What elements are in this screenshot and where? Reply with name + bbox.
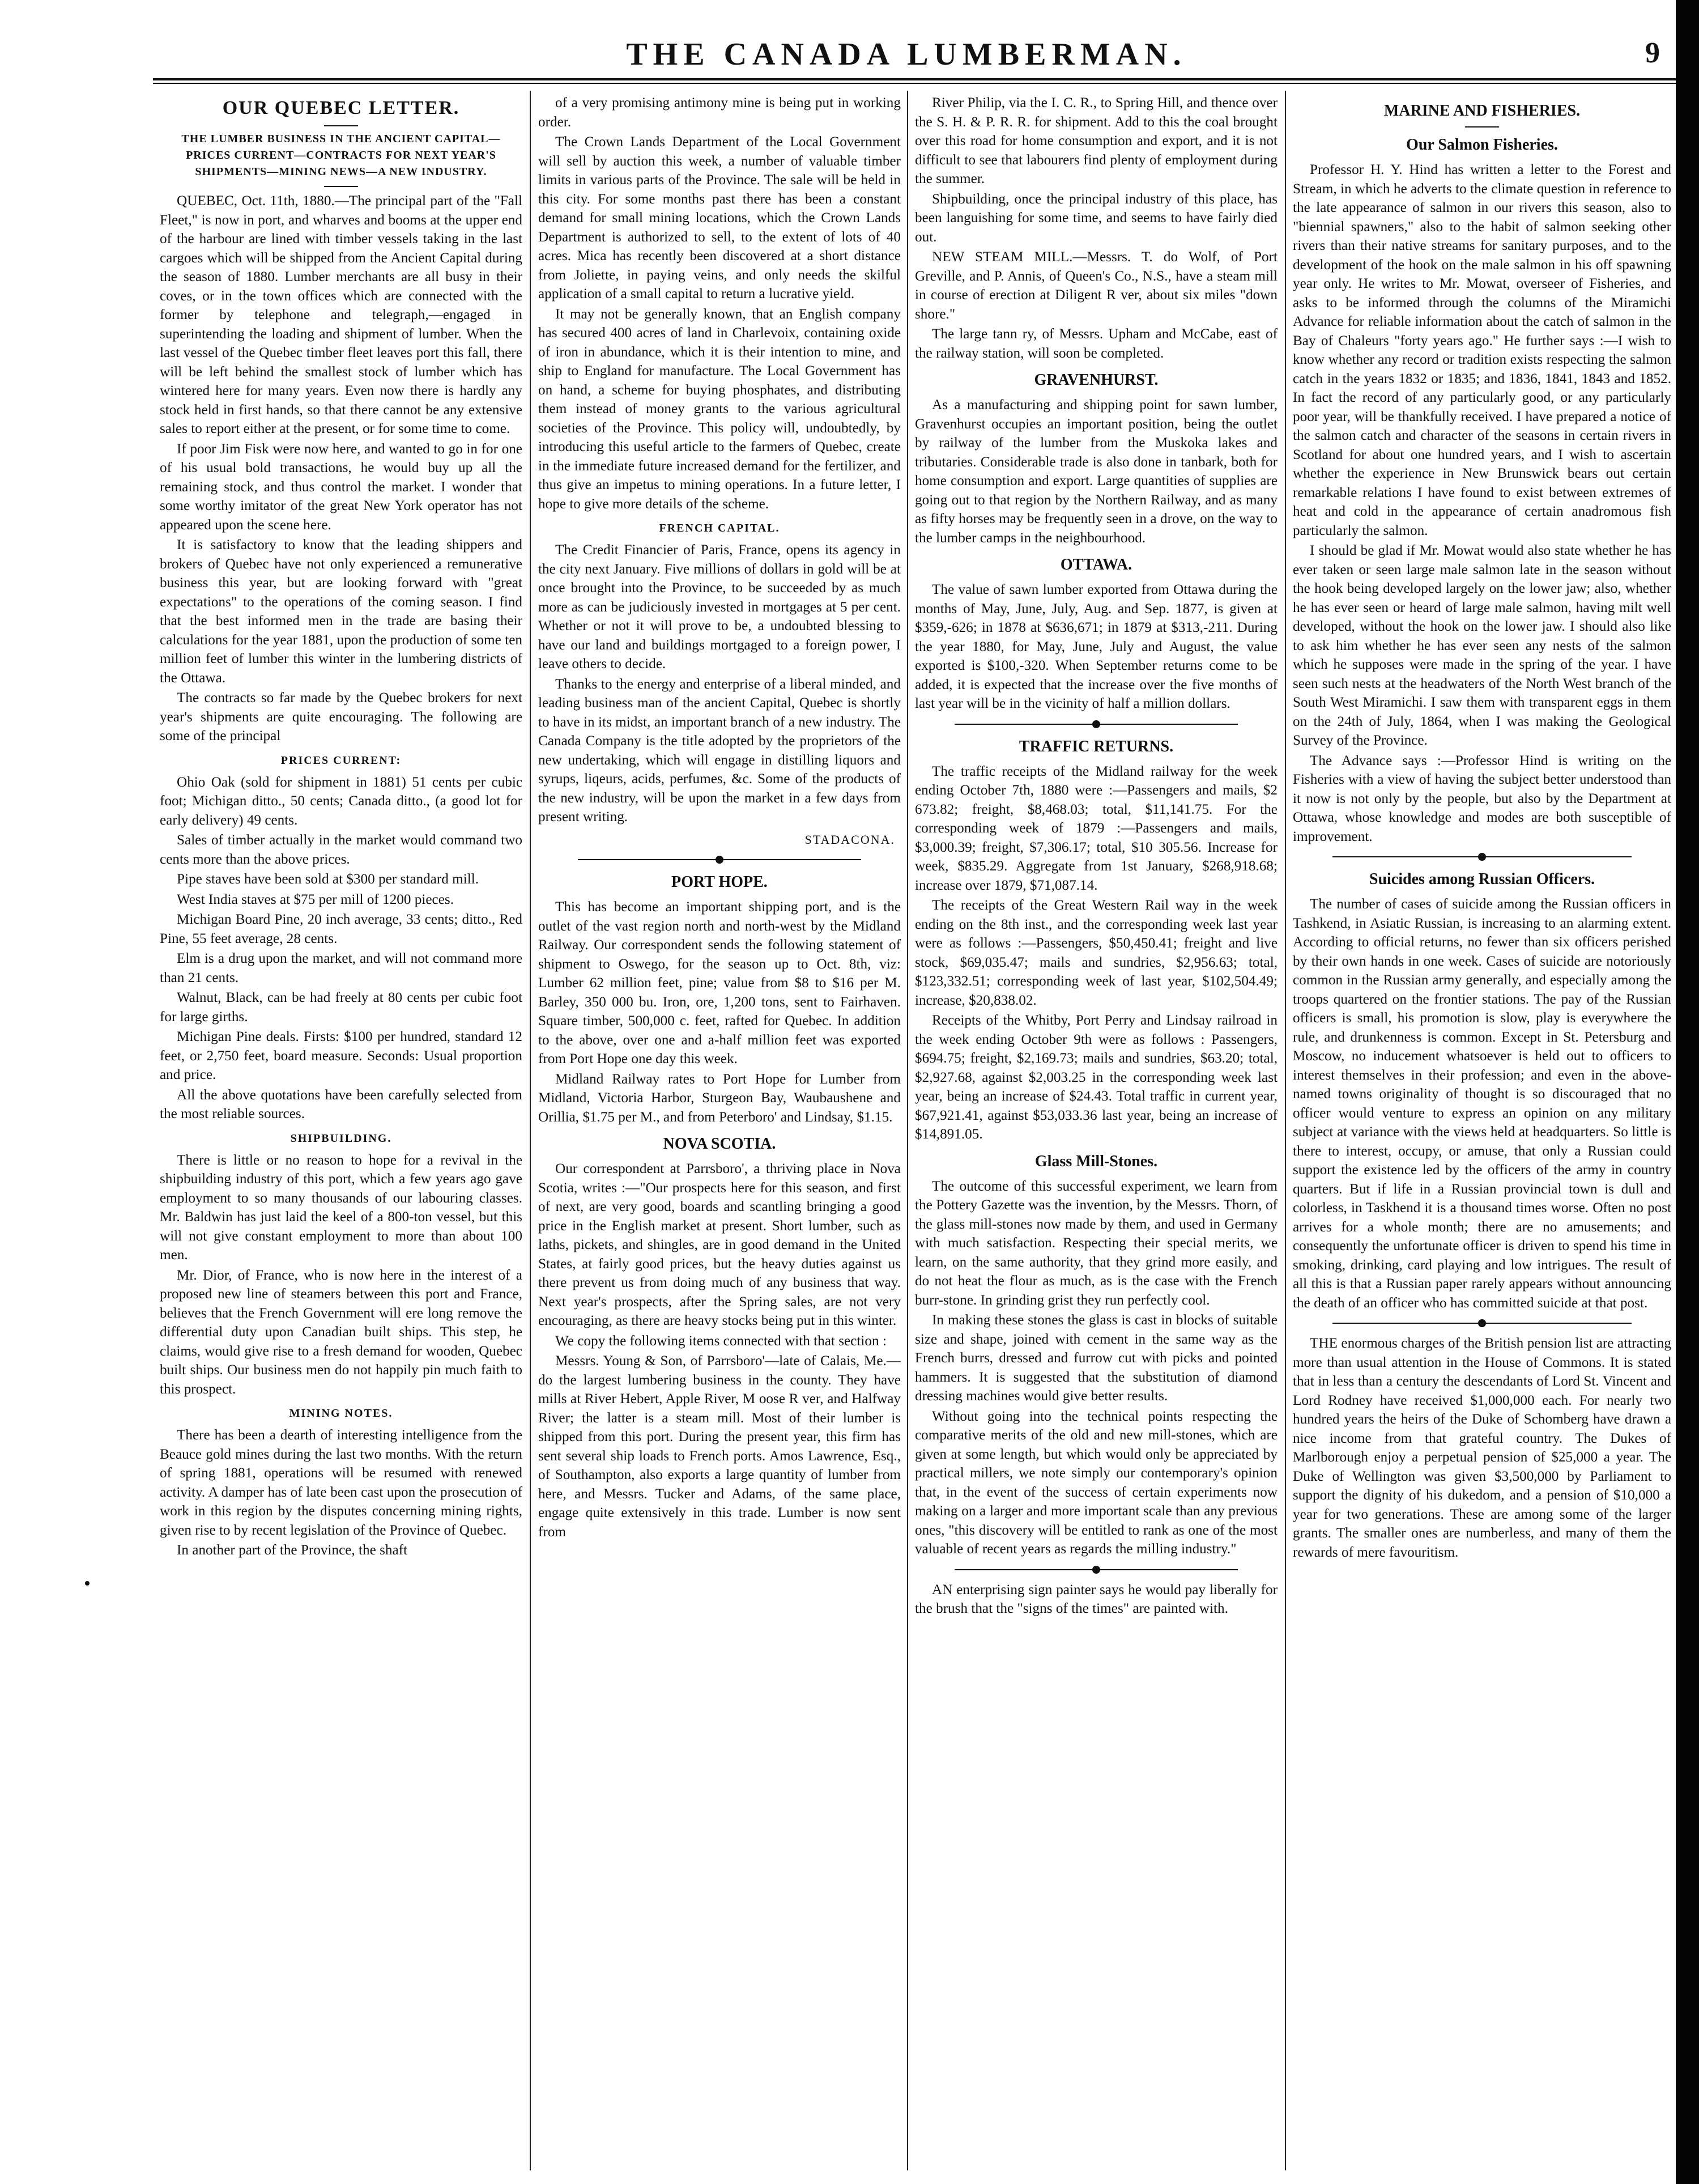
article-heading: OUR QUEBEC LETTER. — [222, 97, 460, 118]
column-2 — [538, 94, 901, 2168]
paragraph: AN enterprising sign painter says he would pay liberally for the brush that the "signs of the times" are painted with. — [915, 1582, 1278, 1616]
paragraph: QUEBEC, Oct. 11th, 1880.—The principal part of the "Fall Fleet," is now in port, and wharves and booms at the upper end of the harbour are lined with timber vessels taking in the last cargoes which will be shipped from the Ancient Capital during the season of 1880. Lumber merchants are all busy in their coves, or in the town offices which are connected with the former by telephone and telegraph,—engaged in superintending the loading and shipment of lumber. When the last vessel of the Quebec timber fleet leaves port this fall, there will be left behind the smallest stock of lumber which has wintered here for many years. Even now there is hardly any stock held in first hands, so that there cannot be any extensive sales to report either at the present, or for some time to come. — [160, 193, 522, 436]
article-heading: PORT HOPE. — [671, 873, 768, 891]
paragraph: Michigan Board Pine, 20 inch average, 33 cents; ditto., Red Pine, 55 feet average, 28 cents. — [160, 912, 522, 946]
article-heading: OTTAWA. — [1060, 556, 1132, 573]
paragraph: Pipe staves have been sold at $300 per standard mill. — [177, 872, 479, 887]
paragraph: As a manufacturing and shipping point for sawn lumber, Gravenhurst occupies an important position, being the outlet by railway of the lumber from the Muskoka lakes and tributaries. Considerable trade is also done in tanbark, both for home consumption and export. Large quantities of supplies are going out to that region by the Northern Railway, and as many as fifty horses may be frequently seen in a drove, on the way to the lumber camps in the neighbourhood. — [915, 397, 1278, 546]
column-divider — [530, 91, 531, 2170]
paragraph: Messrs. Young & Son, of Parrsboro'—late of Calais, Me.—do the largest lumbering business in the county. They have mills at River Hebert, Apple River, M oose R ver, and Halfway River; the latter is a steam mill. Most of their lumber is shipped from this port. During the present year, this firm has sent several ship loads to French ports. Amos Lawrence, Esq., of Southampton, also exports a large quantity of lumber from here, and Messrs. Tucker and Adams, of the same place, engage quite extensively in this trade. Lumber is now sent from — [538, 1353, 901, 1540]
paragraph: Thanks to the energy and enterprise of a liberal minded, and leading business man of the ancient Capital, Quebec is shortly to have in its midst, an important branch of a new industry. The Canada Company is the title adopted by the proprietors of the new undertaking, which will engage in distilling liquors and syrups, liqeurs, acids, perfumes, &c. Some of the products of the new industry, will be upon the market in a few days from present writing. — [538, 676, 901, 825]
paragraph: Shipbuilding, once the principal industry of this place, has been languishing for some time, and seems to have fairly died out. — [915, 191, 1278, 245]
paragraph: Receipts of the Whitby, Port Perry and Lindsay railroad in the week ending October 9th were as follows : Passengers, $694.75; freight, $2,169.73; mails and sundries, $63.20; total, $2,927.68, against $2,003.25 in the corresponding week last year, being an increase of $24.43. Total traffic in current year, $67,921.41, against $53,033.36 last year, being an increase of $14,891.05. — [915, 1013, 1278, 1142]
rule — [324, 186, 358, 187]
paragraph: It is satisfactory to know that the leading shippers and brokers of Quebec have not only experienced a remunerative business this year, but are looking forward with "great expectations" to the operations of the coming season. I find that the best informed men in the trade are basing their calculations for the year 1881, upon the production of some ten million feet of lumber this winter in the lumbering districts of the Ottawa. — [160, 537, 522, 686]
subheading: FRENCH CAPITAL. — [659, 522, 780, 534]
column-divider — [1285, 91, 1286, 2170]
paragraph: This has become an important shipping port, and is the outlet of the vast region north and north-west by the Midland Railway. Our correspondent sends the following statement of shipment to Oswego, for the season up to Oct. 8th, viz: Lumber 62 million feet, pine; value from $8 to $16 per M. Barley, 350 000 bu. Iron, ore, 1,200 tons, sent to Fairhaven. Square timber, 500,000 c. feet, rafted for Quebec. In addition to the above, over one and a-half million feet was exported from Port Hope one day this week. — [538, 899, 901, 1066]
article-heading: NOVA SCOTIA. — [663, 1135, 776, 1153]
paragraph: Walnut, Black, can be had freely at 80 cents per cubic foot for large girths. — [160, 990, 522, 1025]
page-number: 9 — [1645, 37, 1660, 69]
subheading: PRICES CURRENT: — [280, 754, 402, 767]
paragraph: Mr. Dior, of France, who is now here in the interest of a proposed new line of steamers between this port and France, believes that the French Government will ere long remove the differential duty upon Canadian built ships. This step, he claims, would give rise to a fresh demand for wooden, Quebec built ships. Our business men do not happily pin much faith to this prospect. — [160, 1267, 522, 1397]
column-1 — [160, 94, 522, 2168]
masthead-rule — [153, 78, 1677, 80]
paragraph: There has been a dearth of interesting intelligence from the Beauce gold mines during the last two months. With the return of spring 1881, operations will be resumed with renewed activity. A damper has of late been cast upon the prosecution of work in this region by the disputes concerning mining rights, given rise to by recent legislation of the Province of Quebec. — [160, 1427, 522, 1538]
subheading: MINING NOTES. — [289, 1407, 393, 1420]
paragraph: Michigan Pine deals. Firsts: $100 per hundred, standard 12 feet, or 2,750 feet, board measure. Seconds: Usual proportion and price. — [160, 1029, 522, 1082]
paragraph: The value of sawn lumber exported from Ottawa during the months of May, June, July, Aug. and Sep. 1877, is given at $359,-626; in 1878 at $636,671; in 1879 at $313,-211. During the year 1880, for May, June, July and August, the value exported is $100,-320. When September returns come to be added, it is expected that the increase over the five months of last year will be in the vicinity of half a million dollars. — [915, 582, 1278, 711]
paragraph: The outcome of this successful experiment, we learn from the Pottery Gazette was the invention, by the Messrs. Thorn, of the glass mill-stones now made by them, and used in Germany with much satisfaction. Respecting their special merits, we learn, on the same authority, that they grind more easily, and do not heat the flour as much, as is the case with the French burr-stone. In grinding grist they run perfectly cool. — [915, 1178, 1278, 1308]
paragraph: There is little or no reason to hope for a revival in the shipbuilding industry of this port, which a few years ago gave employment to so many thousands of our labouring classes. Mr. Baldwin has just laid the keel of a 800-ton vessel, but this will not give constant employment to more than about 100 men. — [160, 1152, 522, 1263]
paragraph: of a very promising antimony mine is being put in working order. — [538, 95, 901, 130]
section-divider — [915, 719, 1278, 729]
paragraph: In making these stones the glass is cast in blocks of suitable size and shape, joined with cement in the same way as the French burrs, dressed and furrow cut with picks and pointed hammers. It is suggested that the substitution of diamond dressing machines would give better results. — [915, 1312, 1278, 1404]
paragraph: The Credit Financier of Paris, France, opens its agency in the city next January. Five millions of dollars in gold will be at once brought into the Province, to be succeeded by as much more as can be judiciously invested in mortgages at 5 per cent. Whether or not it will prove to be, a undoubted blessing to have our land and buildings mortgaged to a foreign power, I leave others to decide. — [538, 542, 901, 672]
paragraph: All the above quotations have been carefully selected from the most reliable sources. — [160, 1087, 522, 1121]
paragraph: THE enormous charges of the British pension list are attracting more than usual attention in the House of Commons. It is stated that in less than a century the descendants of Lord St. Vincent and Lord Rodney have received $1,000,000 each. For nearly two hundred years the heirs of the Duke of Schomberg have drawn a nice income from that grateful country. The Dukes of Marlborough enjoy a perpetual pension of $25,000 a year. The Duke of Wellington was given $3,500,000 by Parliament to support the dignity of his dukedom, and a pension of $10,000 a year for two generations. These are among some of the larger grants. The smaller ones are numberless, and many of them the rewards of mere favouritism. — [1293, 1336, 1671, 1560]
masthead — [153, 33, 1660, 73]
paragraph: Ohio Oak (sold for shipment in 1881) 51 cents per cubic foot; Michigan ditto., 50 cents; Canada ditto., (a good lot for early delivery) 49 cents. — [160, 774, 522, 828]
article-heading: GRAVENHURST. — [1034, 371, 1159, 389]
paragraph: Midland Railway rates to Port Hope for Lumber from Midland, Victoria Harbor, Sturgeon Bay, Waubaushene and Orillia, $1.75 per M., and from Peterboro' and Lindsay, $1.15. — [538, 1071, 901, 1125]
paragraph: If poor Jim Fisk were now here, and wanted to go in for one of his usual bold transactions, he would buy up all the remaining stock, and thus control the market. I wonder that some worthy imitator of the great New York operator has not appeared upon the scene here. — [160, 441, 522, 533]
scan-speck — [85, 1581, 90, 1586]
paragraph: The large tann ry, of Messrs. Upham and McCabe, east of the railway station, will soon be completed. — [915, 326, 1278, 361]
paragraph: River Philip, via the I. C. R., to Spring Hill, and thence over the S. H. & P. R. R. for shipment. Add to this the coal brought over this road for home consumption and export, and it is not difficult to see that labourers find plenty of employment during the summer. — [915, 95, 1278, 186]
paragraph: In another part of the Province, the shaft — [177, 1543, 408, 1558]
paragraph: The contracts so far made by the Quebec brokers for next year's shipments are quite encouraging. The following are some of the principal — [160, 690, 522, 743]
section-divider — [1293, 852, 1671, 862]
paragraph: The receipts of the Great Western Rail way in the week ending on the 8th inst., and the corresponding week last year were as follows :—Passengers, $50,450.41; freight and live stock, $69,035.47; mails and sundries, $2,956.63; total, $123,332.51; corresponding week of last year, $102,504.49; increase, $20,838.02. — [915, 898, 1278, 1008]
paragraph: West India staves at $75 per mill of 1200 pieces. — [177, 891, 454, 907]
paragraph: The number of cases of suicide among the Russian officers in Tashkend, in Asiatic Russian, is increasing to an alarming extent. According to official returns, no fewer than six officers perished by their own hands in one week. Cases of suicide are notoriously common in the Russian army generally, and especially among the troops quartered on the frontier stations. The pay of the Russian officers is small, his promotion is slow, play is everywhere the rule, and drunkenness is common. Except in St. Petersburg and Moscow, no inducement whatsoever is held out to officers to interest themselves in their profession; and even in the above-named towns originality of thought is so discouraged that no officer would venture to express an opinion on any military subject at variance with the views held at headquarters. So little is there to interest, occupy, or amuse, that only a Russian could support the existence led by the officers of the army in country quarters. But if life in a Russian provincial town is dull and colorless, in Taskhend it is a thousand times worse. Often no post arrives for a whole month; there are no amusements; and consequently the unfortunate officer is driven to spend his time in smoking, drinking, card playing and low intrigues. The result of all this is that a Russian paper rarely appears without announcing the death of an officer who has committed suicide at that post. — [1293, 896, 1671, 1311]
article-heading: TRAFFIC RETURNS. — [1019, 737, 1174, 755]
paragraph: Our correspondent at Parrsboro', a thriving place in Nova Scotia, writes :—"Our prospects here for this season, and first of next, are very good, boards and scantling bringing a good price in the English market at present. Short lumber, such as laths, pickets, and shingles, are in good demand in the United States, at fairly good prices, but the heavy duties against us there prevent us from doing much of any business that way. Next year's prospects, after the Spring sales, are not very encouraging, as there are heavy stocks being put in this winter. — [538, 1161, 901, 1328]
rule — [324, 125, 358, 126]
column-4 — [1293, 94, 1671, 2168]
newspaper-title: THE CANADA LUMBERMAN. — [626, 37, 1187, 72]
paragraph: I should be glad if Mr. Mowat would also state whether he has ever taken or seen large male salmon late in the season without the hook being developed largely on the lower jaw; also, whether he has ever seen or heard of large male salmon, having milt well developed, without the hook on the lower jaw. I should also like to ask him whether he has ever seen any nests of the salmon which he supposes were made in the spring of the year. I have seen such nests at the headwaters of the North West branch of the South West Miramichi. I saw them with transparent eggs in them on the 24th of July, 1864, when I was making the Geological Survey of the Province. — [1293, 543, 1671, 748]
section-divider — [915, 1565, 1278, 1575]
masthead-rule-thin — [153, 83, 1677, 84]
paragraph: The Advance says :—Professor Hind is writing on the Fisheries with a view of having the subject better understood than it now is not only by the people, but also by the Department at Ottawa, whose knowledge and modes are both susceptible of improvement. — [1293, 753, 1671, 844]
column-divider — [907, 91, 908, 2170]
paragraph: Professor H. Y. Hind has written a letter to the Forest and Stream, in which he adverts to the climate question in reference to the late appearance of salmon in our rivers this season, also to "biennial spawners," also to the habit of salmon seeking other rivers than their native streams for sanitary purposes, and to the development of the hook on the male salmon in his off spawning year only. He writes to Mr. Mowat, overseer of Fisheries, and asks to be informed through the columns of the Miramichi Advance for reliable information about the catch of salmon in the Bay of Chaleurs "forty years ago." He further says :—I wish to know whether any record or tradition exists respecting the salmon catch in the years 1832 or 1835; and 1836, 1841, 1843 and 1852. In fact the record of any particularly good, or any particularly poor year, will be thankfully received. I have prepared a notice of the salmon catch and character of the seasons in certain rivers in Scotland for about one hundred years, and I wish to ascertain whether the experience in New Brunswick bears out certain remarkable relations I have found to exist between extremes of heat and cold in the appearance of certain anadromous fish particularly the salmon. — [1293, 162, 1671, 538]
paragraph: It may not be generally known, that an English company has secured 400 acres of land in Charlevoix, containing oxide of iron in abundance, which it is their intention to mine, and ship to England for manufacture. The Local Government has on hand, a scheme for buying phosphates, and distributing them instead of money grants to the various agricultural societies of the Province. This policy will, undoubtedly, by introducing this useful article to the farmers of Quebec, create in the immediate future increased demand for the fertilizer, and thus give an impetus to mining operations. In a future letter, I hope to give more details of the scheme. — [538, 306, 901, 512]
paragraph: NEW STEAM MILL.—Messrs. T. do Wolf, of Port Greville, and P. Annis, of Queen's Co., N.S., have a steam mill in course of erection at Diligent R ver, about six miles "down shore." — [915, 249, 1278, 322]
section-divider — [1293, 1318, 1671, 1328]
paragraph: We copy the following items connected with that section : — [555, 1333, 887, 1349]
article-heading: Glass Mill-Stones. — [1034, 1152, 1158, 1170]
article-subheading: Suicides among Russian Officers. — [1369, 870, 1595, 888]
rule — [1465, 126, 1499, 128]
section-divider — [538, 855, 901, 865]
paragraph: The traffic receipts of the Midland railway for the week ending October 7th, 1880 were :—Passengers and mails, $2 673.82; freight, $8,468.03; total, $11,141.75. For the corresponding week of 1879 :—Passengers and mails, $3,000.39; freight, $7,306.17; total, $10 305.56. Increase for week, $835.29. Aggregate from 1st January, $268,918.68; increase over 1879, $71,087.14. — [915, 763, 1278, 893]
article-subheading: Our Salmon Fisheries. — [1406, 136, 1558, 154]
paragraph: Without going into the technical points respecting the comparative merits of the old and new mill-stones, which are given at some length, but which would only be appreciated by practical millers, we note simply our contemporary's opinion that, in the event of the success of certain experiments now making on a larger and more important scale than any previous ones, "this discovery will be entitled to rank as one of the most valuable of recent years as regards the milling industry." — [915, 1408, 1278, 1557]
paragraph: Sales of timber actually in the market would command two cents more than the above prices. — [160, 832, 522, 867]
scan-edge — [1676, 0, 1699, 2184]
signature: STADACONA. — [804, 832, 895, 847]
subheading: SHIPBUILDING. — [290, 1132, 392, 1145]
paragraph: The Crown Lands Department of the Local Government will sell by auction this week, a number of valuable timber limits in various parts of the Province. The sale will be held in this city. For some months past there has been a constant demand for small mining locations, which the Crown Lands Department is authorized to sell, to the extent of lots of 40 acres. Mica has recently been discovered at a short distance from Joliette, in paying veins, and only needs the skilful application of a small capital to return a lucrative yield. — [538, 134, 901, 301]
article-deck: THE LUMBER BUSINESS IN THE ANCIENT CAPITAL—PRICES CURRENT—CONTRACTS FOR NEXT YEAR'S SHIPMENTS—MINING NEWS—A NEW INDUSTRY. — [181, 133, 501, 178]
article-heading: MARINE AND FISHERIES. — [1383, 102, 1581, 120]
column-3 — [915, 94, 1278, 2168]
paragraph: Elm is a drug upon the market, and will not command more than 21 cents. — [160, 951, 522, 985]
